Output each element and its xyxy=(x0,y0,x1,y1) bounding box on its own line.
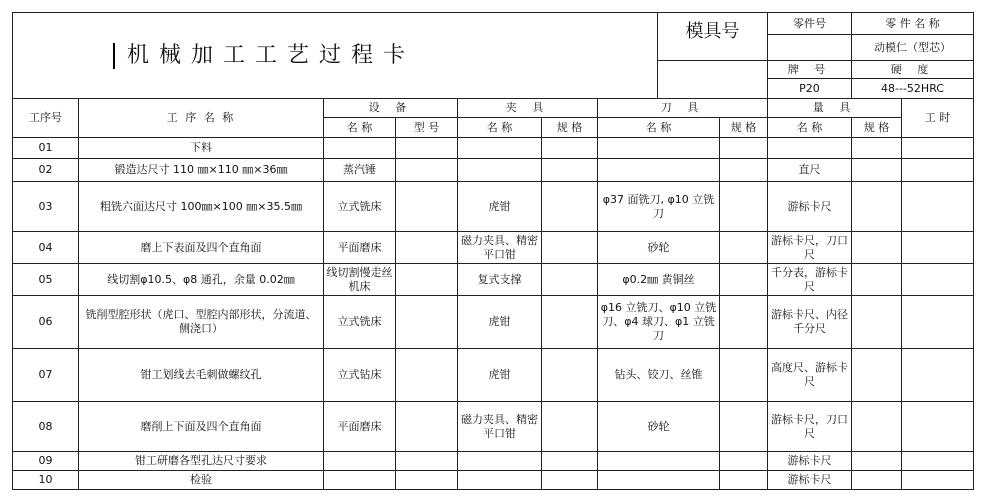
row-name: 钳工划线去毛刺做螺纹孔 xyxy=(79,349,324,402)
table-row xyxy=(13,159,974,182)
row-cutter xyxy=(598,452,720,471)
hardness-label: 硬 度 xyxy=(852,61,974,79)
title-bar xyxy=(113,43,115,69)
row-gauge: 游标卡尺、内径千分尺 xyxy=(768,296,852,349)
process-card xyxy=(12,12,973,493)
row-name: 磨上下表面及四个直角面 xyxy=(79,232,324,264)
col-fixture-name: 名 称 xyxy=(458,118,542,138)
row-fixture: 磁力夹具、精密平口钳 xyxy=(458,232,542,264)
row-no: 03 xyxy=(13,182,79,232)
row-fixture: 复式支撑 xyxy=(458,264,542,296)
part-no-label: 零件号 xyxy=(768,13,852,35)
row-fixture xyxy=(458,452,542,471)
table-row xyxy=(13,138,974,159)
card-title-cell xyxy=(13,13,658,99)
row-no: 09 xyxy=(13,452,79,471)
table-row xyxy=(13,296,974,349)
col-gauge-spec: 规 格 xyxy=(852,118,902,138)
row-gauge: 游标卡尺 xyxy=(768,471,852,490)
table-row xyxy=(13,349,974,402)
row-equip: 蒸汽锤 xyxy=(324,159,396,182)
row-name: 锻造达尺寸 110 ㎜×110 ㎜×36㎜ xyxy=(79,159,324,182)
col-cutter-name: 名 称 xyxy=(598,118,720,138)
row-fixture xyxy=(458,471,542,490)
table-row xyxy=(13,182,974,232)
row-fixture: 虎钳 xyxy=(458,182,542,232)
mold-no-label: 模具号 xyxy=(658,13,768,61)
row-no: 10 xyxy=(13,471,79,490)
part-name-value: 动模仁（型芯） xyxy=(852,35,974,61)
row-no: 04 xyxy=(13,232,79,264)
row-equip xyxy=(324,452,396,471)
row-gauge: 游标卡尺，刀口尺 xyxy=(768,402,852,452)
col-cutter-spec: 规 格 xyxy=(720,118,768,138)
row-cutter: 钻头、铰刀、丝锥 xyxy=(598,349,720,402)
process-table xyxy=(12,98,974,490)
row-equip: 立式铣床 xyxy=(324,182,396,232)
hardness-value: 48---52HRC xyxy=(852,79,974,99)
table-row xyxy=(13,452,974,471)
row-equip: 立式铣床 xyxy=(324,296,396,349)
row-name: 钳工研磨各型孔达尺寸要求 xyxy=(79,452,324,471)
row-no: 07 xyxy=(13,349,79,402)
row-fixture xyxy=(458,138,542,159)
row-fixture xyxy=(458,159,542,182)
grade-value: P20 xyxy=(768,79,852,99)
row-gauge: 高度尺、游标卡尺 xyxy=(768,349,852,402)
col-fixture: 夹 具 xyxy=(458,99,598,118)
row-equip xyxy=(324,138,396,159)
row-cutter: φ37 面铣刀, φ10 立铣刀 xyxy=(598,182,720,232)
row-name: 检验 xyxy=(79,471,324,490)
mold-no-value xyxy=(658,61,768,99)
row-no: 06 xyxy=(13,296,79,349)
col-cutter: 刀 具 xyxy=(598,99,768,118)
card-header xyxy=(12,12,974,99)
row-name: 铣削型腔形状（虎口、型腔内部形状，分流道、侧浇口） xyxy=(79,296,324,349)
row-cutter xyxy=(598,471,720,490)
grade-label: 牌 号 xyxy=(768,61,852,79)
col-equip-model: 型 号 xyxy=(396,118,458,138)
part-no-value xyxy=(768,35,852,61)
table-row xyxy=(13,402,974,452)
col-time: 工 时 xyxy=(902,99,974,138)
row-cutter: φ0.2㎜ 黄铜丝 xyxy=(598,264,720,296)
row-gauge: 千分表，游标卡尺 xyxy=(768,264,852,296)
table-row xyxy=(13,232,974,264)
row-cutter: 砂轮 xyxy=(598,402,720,452)
row-fixture: 磁力夹具、精密平口钳 xyxy=(458,402,542,452)
row-name: 磨削上下面及四个直角面 xyxy=(79,402,324,452)
row-fixture: 虎钳 xyxy=(458,349,542,402)
col-fixture-spec: 规 格 xyxy=(542,118,598,138)
col-equip-name: 名 称 xyxy=(324,118,396,138)
table-row xyxy=(13,471,974,490)
row-gauge: 直尺 xyxy=(768,159,852,182)
row-cutter: 砂轮 xyxy=(598,232,720,264)
row-name: 下料 xyxy=(79,138,324,159)
col-step-no: 工序号 xyxy=(13,99,79,138)
part-name-label: 零 件 名 称 xyxy=(852,13,974,35)
card-title: 机械加工工艺过程卡 xyxy=(127,42,416,68)
col-step-name: 工 序 名 称 xyxy=(79,99,324,138)
row-fixture: 虎钳 xyxy=(458,296,542,349)
col-equipment: 设 备 xyxy=(324,99,458,118)
row-equip xyxy=(324,471,396,490)
row-no: 01 xyxy=(13,138,79,159)
col-gauge-name: 名 称 xyxy=(768,118,852,138)
row-cutter: φ16 立铣刀、φ10 立铣刀、φ4 球刀、φ1 立铣刀 xyxy=(598,296,720,349)
row-cutter xyxy=(598,159,720,182)
table-row xyxy=(13,264,974,296)
row-gauge: 游标卡尺 xyxy=(768,452,852,471)
row-no: 08 xyxy=(13,402,79,452)
row-gauge: 游标卡尺，刀口尺 xyxy=(768,232,852,264)
row-cutter xyxy=(598,138,720,159)
row-equip: 线切割慢走丝机床 xyxy=(324,264,396,296)
col-gauge: 量 具 xyxy=(768,99,902,118)
row-name: 粗铣六面达尺寸 100㎜×100 ㎜×35.5㎜ xyxy=(79,182,324,232)
row-equip: 平面磨床 xyxy=(324,232,396,264)
row-gauge xyxy=(768,138,852,159)
row-equip: 立式钻床 xyxy=(324,349,396,402)
row-name: 线切割φ10.5、φ8 通孔，余量 0.02㎜ xyxy=(79,264,324,296)
row-gauge: 游标卡尺 xyxy=(768,182,852,232)
row-equip: 平面磨床 xyxy=(324,402,396,452)
row-no: 02 xyxy=(13,159,79,182)
row-no: 05 xyxy=(13,264,79,296)
